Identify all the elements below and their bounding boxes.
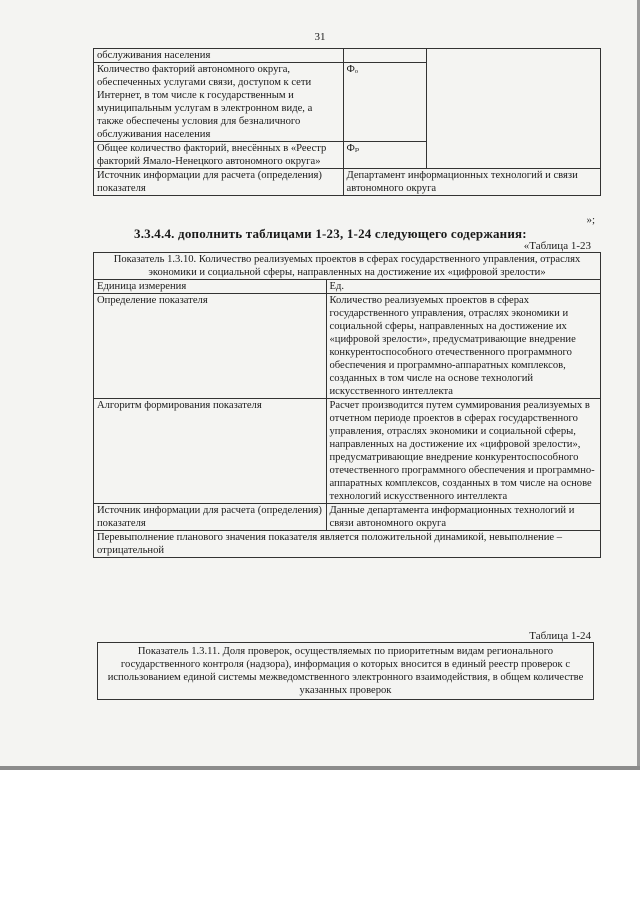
row-value: Ед. [326,280,601,294]
indicator-title: Показатель 1.3.11. Доля проверок, осуществляемых по приоритетным видам регионального государственного контроля (надзора), информация о которых вносится в единый реестр проверок с использованием единой системы межведомственного электронного взаимодействия, в общем количестве указанных проверок [98,643,594,700]
row-label: Алгоритм формирования показателя [94,399,327,504]
row-value: Количество реализуемых проектов в сферах государственного управления, отраслях экономики и социальной сферы, направленных на достижение их «цифровой зрелости», предусматривающие внедрение конкурентоспособного отечественного программного обеспечения и программно-аппаратных комплексов, созданных в том числе на основе технологий искусственного интеллекта [326,294,601,399]
page-number: 31 [314,31,326,43]
row-label: Единица измерения [94,280,327,294]
table-row [94,49,601,63]
table-row [94,504,601,531]
table-1-24 [97,642,594,700]
row-value: Расчет производится путем суммирования реализуемых в отчетном периоде проектов в сферах государственного управления, отраслях экономики и социальной сферы, направленных на достижение их «цифровой зрелости», предусматривающие внедрение конкурентоспособного отечественного программного обеспечения и программно-аппаратных комплексов, созданных в том числе на основе технологий искусственного интеллекта [326,399,601,504]
table-1-23 [93,252,601,558]
table-caption: Таблица 1-24 [529,630,591,642]
table-cell [427,49,601,169]
table-cell: Источник информации для расчета (определения) показателя [94,169,344,196]
section-heading: 3.3.4.4. дополнить таблицами 1-23, 1-24 следующего содержания: [134,226,527,241]
table-row [94,531,601,558]
table-row [94,169,601,196]
table-row [94,399,601,504]
table-cell: Фₒ [343,63,427,142]
indicator-title: Показатель 1.3.10. Количество реализуемых проектов в сферах государственного управления, отраслях экономики и социальной сферы, направленных на достижение их «цифровой зрелости» [94,253,601,280]
row-label: Определение показателя [94,294,327,399]
previous-table [93,48,601,196]
table-row [94,280,601,294]
table-cell: Количество факторий автономного округа, обеспеченных услугами связи, доступом к сети Интернет, в том числе к государственным и муниципальным услугам в электронном виде, а также обеспечены условия для безналичного обслуживания населения [94,63,344,142]
table-cell: Департамент информационных технологий и связи автономного округа [343,169,601,196]
page-edge [0,766,640,770]
table-cell [343,49,427,63]
table-row [94,294,601,399]
table-cell: обслуживания населения [94,49,344,63]
closing-quote: »; [586,214,595,226]
table-row [94,253,601,280]
table-cell: Фₚ [343,142,427,169]
table-row [98,643,594,700]
row-label: Источник информации для расчета (определения) показателя [94,504,327,531]
table-note: Перевыполнение планового значения показателя является положительной динамикой, невыполнение – отрицательной [94,531,601,558]
row-value: Данные департамента информационных технологий и связи автономного округа [326,504,601,531]
table-caption: «Таблица 1-23 [523,240,591,252]
table-cell: Общее количество факторий, внесённых в «Реестр факторий Ямало-Ненецкого автономного округа» [94,142,344,169]
